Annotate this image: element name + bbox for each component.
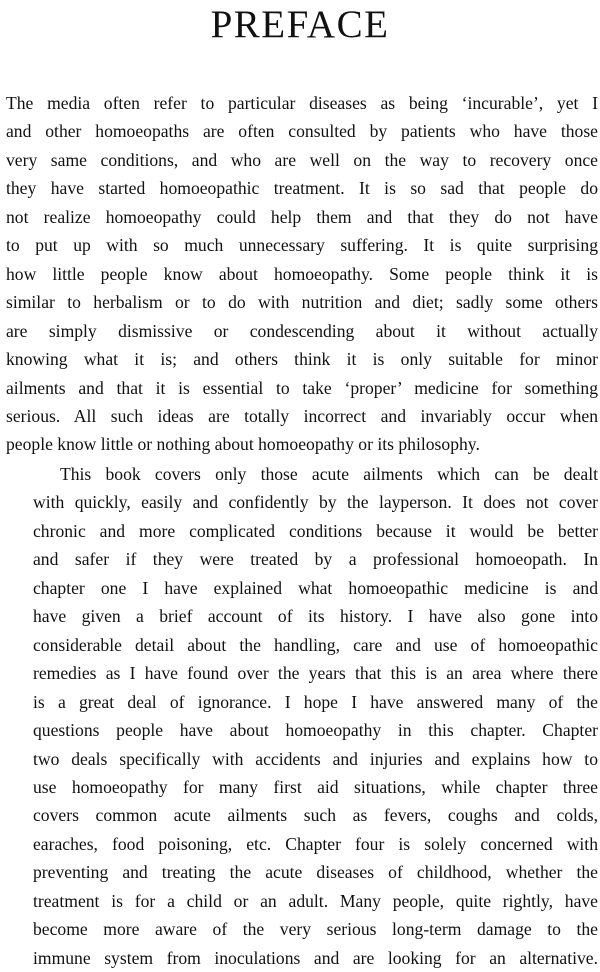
text-line: and other homoeopaths are often consulted by patients who have those xyxy=(6,121,598,142)
text-line: serious. All such ideas are totally incorrect and invariably occur when xyxy=(6,405,598,426)
text-line: ailments and that it is essential to take ‘proper’ medicine for something xyxy=(6,377,598,398)
text-line: not realize homoeopathy could help them and that they do not have xyxy=(6,206,598,227)
text-line: are simply dismissive or condescending about it without actually xyxy=(6,320,598,341)
text-line: become more aware of the very serious long-term damage to the xyxy=(33,919,598,940)
text-line: The media often refer to particular diseases as being ‘incurable’, yet I xyxy=(6,93,598,113)
text-line: they have started homoeopathic treatment. It is so sad that people do xyxy=(6,178,598,199)
text-line: similar to herbalism or to do with nutrition and diet; sadly some others xyxy=(6,292,598,313)
text-line: considerable detail about the handling, care and use of homoeopathic xyxy=(33,634,598,655)
text-line: two deals specifically with accidents and injuries and explains how to xyxy=(33,748,598,769)
text-line: very same conditions, and who are well on the way to recovery once xyxy=(6,149,598,170)
text-line: knowing what it is; and others think it is only suitable for minor xyxy=(6,349,598,370)
page-title: PREFACE xyxy=(210,3,390,46)
text-line: chronic and more complicated conditions because it would be better xyxy=(33,520,598,541)
text-line: chapter one I have explained what homoeopathic medicine is and xyxy=(33,577,598,598)
text-line: earaches, food poisoning, etc. Chapter four is solely concerned with xyxy=(33,833,598,854)
text-line: remedies as I have found over the years that this is an area where there xyxy=(33,663,598,684)
text-line: is a great deal of ignorance. I hope I have answered many of the xyxy=(33,691,598,712)
text-line: preventing and treating the acute diseases of childhood, whether the xyxy=(33,862,598,883)
text-line: covers common acute ailments such as fevers, coughs and colds, xyxy=(33,805,598,826)
text-line: treatment is for a child or an adult. Many people, quite rightly, have xyxy=(33,890,598,911)
paragraph-2 xyxy=(6,460,598,972)
text-line: immune system from inoculations and are looking for an alternative. xyxy=(33,947,598,968)
text-line: use homoeopathy for many first aid situations, while chapter three xyxy=(33,776,598,797)
text-line: to put up with so much unnecessary suffering. It is quite surprising xyxy=(6,235,598,256)
text-line: with quickly, easily and confidently by the layperson. It does not cover xyxy=(33,492,598,513)
text-line: questions people have about homoeopathy in this chapter. Chapter xyxy=(33,720,598,741)
text-line: how little people know about homoeopathy. Some people think it is xyxy=(6,263,598,284)
text-line: have given a brief account of its history. I have also gone into xyxy=(33,606,598,627)
text-line: and safer if they were treated by a professional homoeopath. In xyxy=(33,549,598,570)
text-line: This book covers only those acute ailments which can be dealt xyxy=(60,464,598,484)
text-line: people know little or nothing about homoeopathy or its philosophy. xyxy=(6,434,480,455)
paragraph-1 xyxy=(6,89,598,459)
